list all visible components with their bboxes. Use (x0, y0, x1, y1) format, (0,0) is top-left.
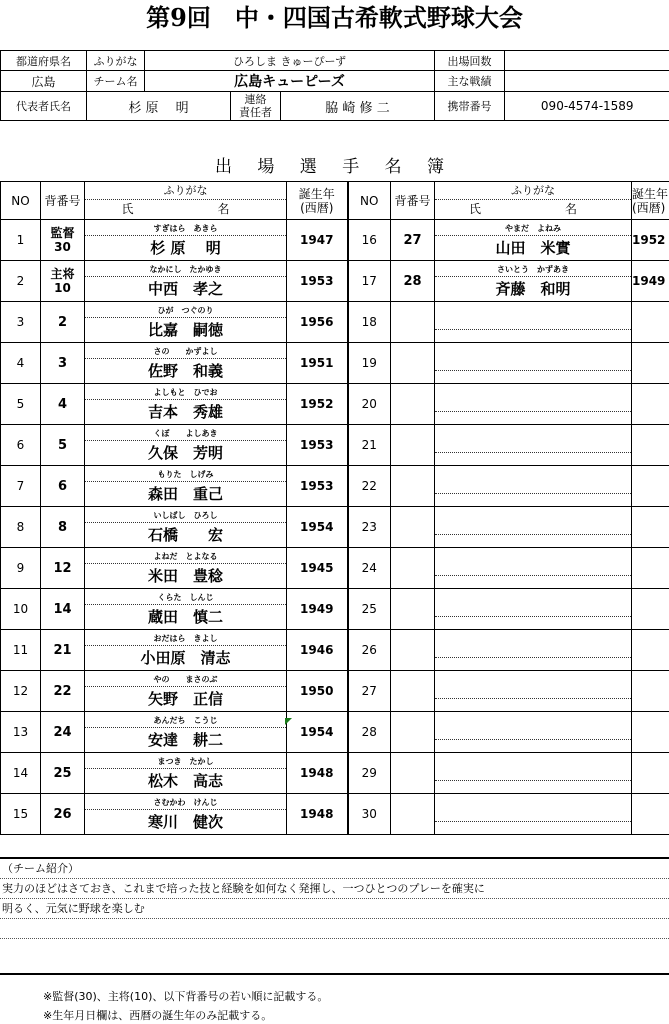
player-name-cell-left (85, 466, 287, 507)
appearances-value (505, 51, 669, 71)
player-no-left: 4 (1, 343, 41, 384)
player-no-right: 23 (348, 507, 391, 548)
player-name-cell-left (85, 261, 287, 302)
back-number-left: 26 (41, 794, 85, 835)
player-name-left: 石橋 宏 (147, 525, 223, 544)
player-back-number: 30 (54, 240, 71, 254)
player-name-cell-left (85, 343, 287, 384)
back-number-right (391, 630, 435, 671)
player-name-cell-left (85, 712, 287, 753)
phone-label: 携帯番号 (435, 92, 505, 121)
player-name-cell-left (85, 302, 287, 343)
player-furigana-right (435, 479, 631, 494)
player-name-cell-right (435, 261, 632, 302)
player-name-left: 久保 芳明 (147, 443, 223, 462)
header-name-right (435, 182, 632, 220)
team-intro-line: 実力のほどはさておき、これまで培った技と経験を如何なく発揮し、一つひとつのプレーを確実に (0, 879, 669, 899)
player-no-right: 24 (348, 548, 391, 589)
player-name-left: 安達 耕二 (147, 730, 223, 749)
page-title: 第9回 中・四国古希軟式野球大会 (146, 3, 523, 32)
player-no-right: 27 (348, 671, 391, 712)
player-furigana-right (435, 315, 631, 330)
back-number-right: 28 (391, 261, 435, 302)
birth-year-left: 1954 (287, 712, 348, 753)
roster-row (1, 794, 669, 835)
birth-year-left: 1953 (287, 466, 348, 507)
player-name-cell-right (435, 384, 632, 425)
back-number-left: 5 (41, 425, 85, 466)
player-no-left: 11 (1, 630, 41, 671)
roster-row (1, 671, 669, 712)
birth-year-right (632, 466, 669, 507)
cell-corner-mark (285, 718, 292, 725)
birth-year-right (632, 630, 669, 671)
player-no-right: 22 (348, 466, 391, 507)
team-name: 広島キューピーズ (145, 71, 435, 92)
player-furigana-right (435, 725, 631, 740)
player-name-cell-left (85, 630, 287, 671)
player-name-cell-left (85, 589, 287, 630)
player-back-number: 10 (54, 281, 71, 295)
player-name-left: 小田原 清志 (140, 648, 231, 667)
player-name-left: 米田 豊稔 (147, 566, 223, 585)
contact-label-line-1: 連絡 (244, 93, 267, 106)
back-number-left: 14 (41, 589, 85, 630)
player-no-left: 7 (1, 466, 41, 507)
back-number-left (41, 220, 85, 261)
team-intro-box (0, 857, 669, 975)
player-name-cell-right (435, 220, 632, 261)
player-no-left: 12 (1, 671, 41, 712)
player-role: 監督 (50, 226, 75, 240)
player-furigana-left: いしばし ひろし (85, 508, 286, 523)
player-name-cell-right (435, 753, 632, 794)
player-no-right: 25 (348, 589, 391, 630)
player-name-left: 寒川 健次 (147, 812, 223, 831)
player-role: 主将 (50, 267, 75, 281)
player-name-cell-right (435, 671, 632, 712)
player-furigana-right (435, 807, 631, 822)
birth-year-right (632, 507, 669, 548)
representative-name: 杉 原 明 (87, 92, 231, 121)
birth-year-left: 1948 (287, 794, 348, 835)
header-kanji-right: 氏 名 (468, 202, 597, 216)
back-number-left: 6 (41, 466, 85, 507)
player-no-left: 5 (1, 384, 41, 425)
representative-label: 代表者氏名 (1, 92, 87, 121)
birth-year-right (632, 548, 669, 589)
team-intro-line (0, 919, 669, 939)
player-no-right: 26 (348, 630, 391, 671)
back-number-right: 27 (391, 220, 435, 261)
roster-row (1, 384, 669, 425)
header-kanji-left: 氏 名 (121, 202, 250, 216)
player-name-cell-right (435, 507, 632, 548)
player-name-left: 矢野 正信 (147, 689, 223, 708)
contact-label-line-2: 責任者 (239, 106, 272, 119)
birth-year-left: 1945 (287, 548, 348, 589)
team-info-table (0, 50, 669, 121)
player-furigana-right (435, 643, 631, 658)
birth-year-left: 1956 (287, 302, 348, 343)
roster-header-row (1, 182, 669, 220)
team-furigana: ひろしま きゅーぴーず (145, 51, 435, 71)
roster-body (1, 182, 669, 835)
team-name-label: チーム名 (87, 71, 145, 92)
birth-year-right (632, 589, 669, 630)
player-name-cell-left (85, 507, 287, 548)
player-furigana-right (435, 561, 631, 576)
birth-year-left: 1953 (287, 425, 348, 466)
player-no-left: 3 (1, 302, 41, 343)
player-name-left: 中西 孝之 (147, 279, 223, 298)
player-furigana-right (435, 520, 631, 535)
player-name-cell-left (85, 384, 287, 425)
player-name-cell-right (435, 425, 632, 466)
birth-year-right (632, 712, 669, 753)
contact-name: 脇 崎 修 二 (281, 92, 435, 121)
player-furigana-left: よしもと ひでお (85, 385, 286, 400)
header-birth-left-1: 誕生年 (298, 186, 335, 201)
player-name-cell-left (85, 425, 287, 466)
back-number-right (391, 753, 435, 794)
team-intro-line (0, 939, 669, 958)
player-name-cell-left (85, 794, 287, 835)
player-name-cell-left (85, 671, 287, 712)
player-furigana-left: くぼ よしあき (85, 426, 286, 441)
player-name-cell-right (435, 466, 632, 507)
player-furigana-left: まつき たかし (85, 754, 286, 769)
roster-row (1, 425, 669, 466)
birth-year-left: 1947 (287, 220, 348, 261)
team-intro-line: 明るく、元気に野球を楽しむ (0, 899, 669, 919)
header-birth-right (632, 182, 669, 220)
birth-year-left: 1946 (287, 630, 348, 671)
roster-row (1, 507, 669, 548)
roster-title: 出 場 選 手 名 簿 (214, 157, 455, 177)
back-number-right (391, 507, 435, 548)
note-1: ※監督(30)、主将(10)、以下背番号の若い順に記載する。 (43, 990, 329, 1003)
player-name-cell-right (435, 589, 632, 630)
birth-year-left: 1948 (287, 753, 348, 794)
player-furigana-left: おだはら きよし (85, 631, 286, 646)
birth-year-right: 1949 (632, 261, 669, 302)
player-name-left: 杉 原 明 (150, 238, 221, 257)
roster-row (1, 302, 669, 343)
player-no-left: 9 (1, 548, 41, 589)
birth-year-right (632, 671, 669, 712)
player-name-cell-right (435, 794, 632, 835)
player-furigana-left: さの かずよし (85, 344, 286, 359)
header-birth-right-2: (西暦) (632, 200, 666, 215)
back-number-left: 22 (41, 671, 85, 712)
header-birth-left (287, 182, 348, 220)
roster-row (1, 261, 669, 302)
birth-year-left: 1949 (287, 589, 348, 630)
appearances-label: 出場回数 (435, 51, 505, 71)
back-number-right (391, 425, 435, 466)
back-number-left: 24 (41, 712, 85, 753)
note-2: ※生年月日欄は、西暦の誕生年のみ記載する。 (43, 1009, 273, 1022)
birth-year-right (632, 302, 669, 343)
contact-label (231, 92, 281, 121)
birth-year-right (632, 753, 669, 794)
birth-year-left: 1953 (287, 261, 348, 302)
back-number-left: 8 (41, 507, 85, 548)
player-furigana-right (435, 602, 631, 617)
back-number-right (391, 384, 435, 425)
header-birth-left-2: (西暦) (300, 200, 334, 215)
roster-row (1, 712, 669, 753)
roster-row (1, 220, 669, 261)
roster-row (1, 753, 669, 794)
header-name-left (85, 182, 287, 220)
player-name-cell-right (435, 548, 632, 589)
player-no-left: 1 (1, 220, 41, 261)
roster-row (1, 343, 669, 384)
player-furigana-left: もりた しげみ (85, 467, 286, 482)
birth-year-left: 1950 (287, 671, 348, 712)
player-furigana-left: なかにし たかゆき (85, 262, 286, 277)
player-name-right: 山田 米實 (495, 238, 571, 257)
player-name-cell-right (435, 302, 632, 343)
player-no-right: 20 (348, 384, 391, 425)
furigana-label: ふりがな (87, 51, 145, 71)
back-number-right (391, 466, 435, 507)
player-furigana-right (435, 684, 631, 699)
player-name-left: 比嘉 嗣徳 (147, 320, 223, 339)
player-no-right: 16 (348, 220, 391, 261)
back-number-right (391, 548, 435, 589)
player-furigana-left: くらた しんじ (85, 590, 286, 605)
back-number-left: 25 (41, 753, 85, 794)
player-no-left: 8 (1, 507, 41, 548)
back-number-right (391, 712, 435, 753)
player-name-cell-left (85, 220, 287, 261)
birth-year-left: 1951 (287, 343, 348, 384)
header-furigana-left: ふりがな (85, 183, 286, 200)
roster-table (0, 181, 669, 835)
player-furigana-left: あんだち こうじ (85, 713, 286, 728)
birth-year-right: 1952 (632, 220, 669, 261)
player-no-left: 10 (1, 589, 41, 630)
player-name-left: 蔵田 慎二 (147, 607, 223, 626)
back-number-left: 2 (41, 302, 85, 343)
player-furigana-right (435, 397, 631, 412)
back-number-right (391, 794, 435, 835)
player-furigana-left: ひが つぐのり (85, 303, 286, 318)
back-number-right (391, 343, 435, 384)
birth-year-left: 1952 (287, 384, 348, 425)
phone-number: 090-4574-1589 (505, 92, 669, 121)
player-name-left: 松木 高志 (147, 771, 223, 790)
roster-row (1, 630, 669, 671)
back-number-left: 3 (41, 343, 85, 384)
header-no-left: NO (1, 182, 41, 220)
player-no-right: 30 (348, 794, 391, 835)
prefecture-label: 都道府県名 (1, 51, 87, 71)
back-number-right (391, 302, 435, 343)
player-furigana-right (435, 356, 631, 371)
player-name-right: 斉藤 和明 (495, 279, 571, 298)
player-furigana-right (435, 766, 631, 781)
birth-year-right (632, 384, 669, 425)
record-value (505, 71, 669, 92)
player-no-right: 18 (348, 302, 391, 343)
back-number-right (391, 671, 435, 712)
player-no-right: 28 (348, 712, 391, 753)
player-name-left: 佐野 和義 (147, 361, 223, 380)
player-furigana-right (435, 438, 631, 453)
back-number-left: 4 (41, 384, 85, 425)
header-furigana-right: ふりがな (435, 183, 631, 200)
player-name-cell-right (435, 343, 632, 384)
player-no-left: 2 (1, 261, 41, 302)
birth-year-right (632, 343, 669, 384)
player-name-cell-right (435, 712, 632, 753)
player-name-left: 吉本 秀雄 (147, 402, 223, 421)
player-furigana-left: すぎはら あきら (85, 221, 286, 236)
player-name-left: 森田 重己 (147, 484, 223, 503)
header-birth-right-1: 誕生年 (632, 186, 669, 201)
player-furigana-left: やの まさのぶ (85, 672, 286, 687)
player-no-right: 19 (348, 343, 391, 384)
header-back-left: 背番号 (41, 182, 85, 220)
player-name-cell-left (85, 548, 287, 589)
player-name-cell-left (85, 753, 287, 794)
team-intro-label: （チーム紹介） (0, 859, 669, 879)
player-no-left: 15 (1, 794, 41, 835)
player-furigana-right: やまだ よねみ (435, 221, 631, 236)
player-no-right: 17 (348, 261, 391, 302)
player-furigana-left: よねだ とよなる (85, 549, 286, 564)
player-furigana-right: さいとう かずあき (435, 262, 631, 277)
player-no-right: 29 (348, 753, 391, 794)
roster-row (1, 589, 669, 630)
player-no-right: 21 (348, 425, 391, 466)
back-number-right (391, 589, 435, 630)
birth-year-right (632, 425, 669, 466)
birth-year-right (632, 794, 669, 835)
player-no-left: 14 (1, 753, 41, 794)
back-number-left (41, 261, 85, 302)
birth-year-left: 1954 (287, 507, 348, 548)
prefecture-value: 広島 (1, 71, 87, 92)
roster-row (1, 548, 669, 589)
player-no-left: 13 (1, 712, 41, 753)
record-label: 主な戦績 (435, 71, 505, 92)
roster-row (1, 466, 669, 507)
header-back-right: 背番号 (391, 182, 435, 220)
player-furigana-left: さむかわ けんじ (85, 795, 286, 810)
player-no-left: 6 (1, 425, 41, 466)
player-name-cell-right (435, 630, 632, 671)
back-number-left: 12 (41, 548, 85, 589)
back-number-left: 21 (41, 630, 85, 671)
header-no-right: NO (348, 182, 391, 220)
